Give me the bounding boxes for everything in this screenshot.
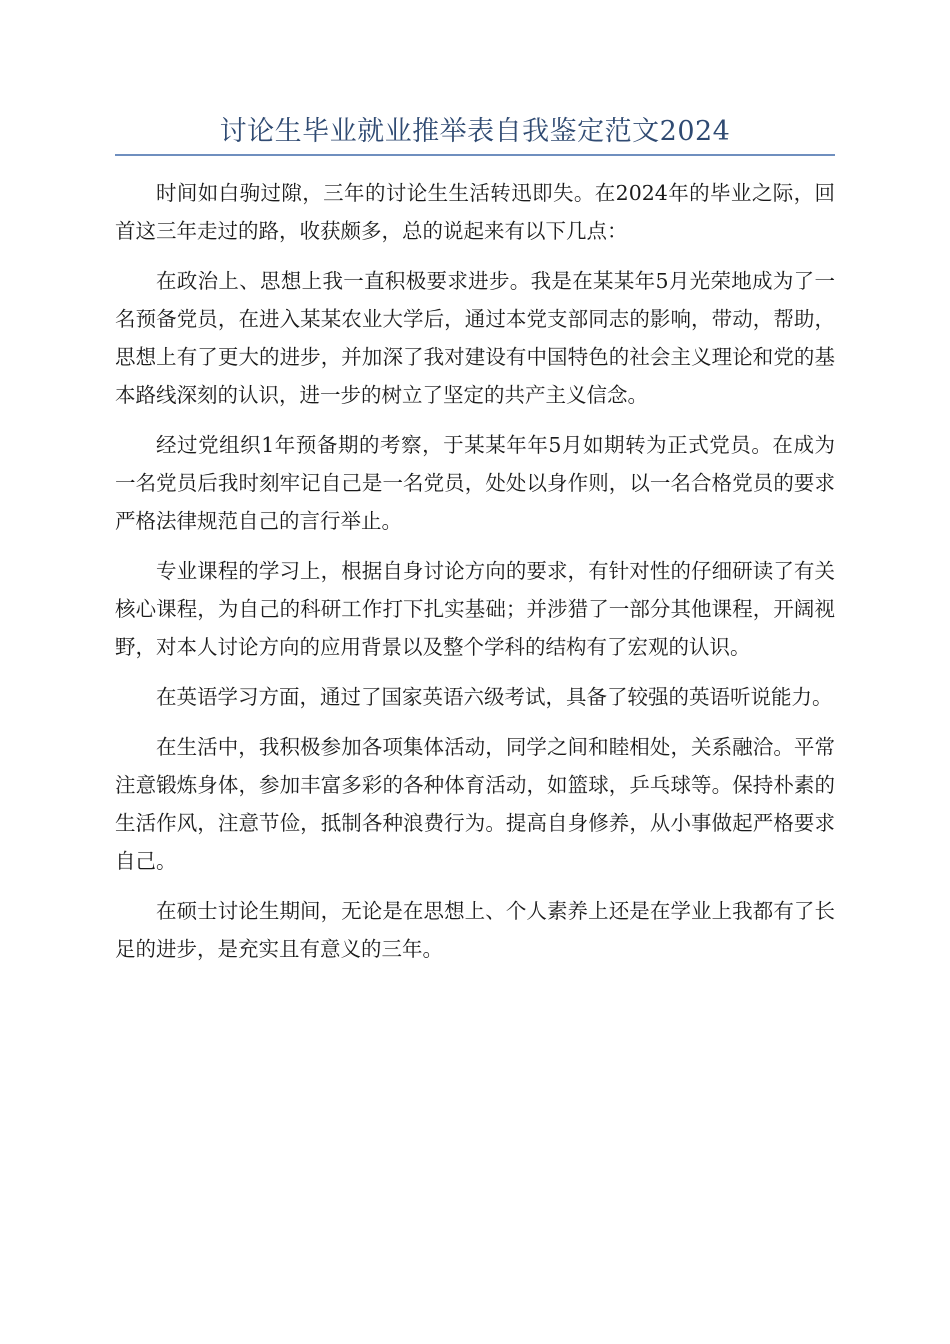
paragraph-politics: 在政治上、思想上我一直积极要求进步。我是在某某年5月光荣地成为了一名预备党员，在进入某某农业大学后，通过本党支部同志的影响，带动，帮助，思想上有了更大的进步，并加深了我对建设有中国特色的社会主义理论和党的基本路线深刻的认识，进一步的树立了坚定的共产主义信念。 (115, 269, 835, 407)
document-body (115, 174, 835, 980)
paragraph-party-membership: 经过党组织1年预备期的考察，于某某年年5月如期转为正式党员。在成为一名党员后我时刻牢记自己是一名党员，处处以身作则，以一名合格党员的要求严格法律规范自己的言行举止。 (115, 433, 835, 533)
document-title: 讨论生毕业就业推举表自我鉴定范文2024 (219, 116, 731, 147)
paragraph-english: 在英语学习方面，通过了国家英语六级考试，具备了较强的英语听说能力。 (156, 685, 833, 709)
paragraph-life: 在生活中，我积极参加各项集体活动，同学之间和睦相处，关系融洽。平常注意锻炼身体，参加丰富多彩的各种体育活动，如篮球，乒乓球等。保持朴素的生活作风，注意节俭，抵制各种浪费行为。提高自身修养，从小事做起严格要求自己。 (115, 735, 835, 873)
paragraph-coursework: 专业课程的学习上，根据自身讨论方向的要求，有针对性的仔细研读了有关核心课程，为自己的科研工作打下扎实基础；并涉猎了一部分其他课程，开阔视野，对本人讨论方向的应用背景以及整个学科的结构有了宏观的认识。 (115, 559, 835, 659)
title-underline (115, 154, 835, 156)
paragraph-conclusion: 在硕士讨论生期间，无论是在思想上、个人素养上还是在学业上我都有了长足的进步，是充实且有意义的三年。 (115, 899, 835, 961)
paragraph-intro: 时间如白驹过隙，三年的讨论生生活转迅即失。在2024年的毕业之际，回首这三年走过的路，收获颇多，总的说起来有以下几点： (115, 181, 835, 243)
